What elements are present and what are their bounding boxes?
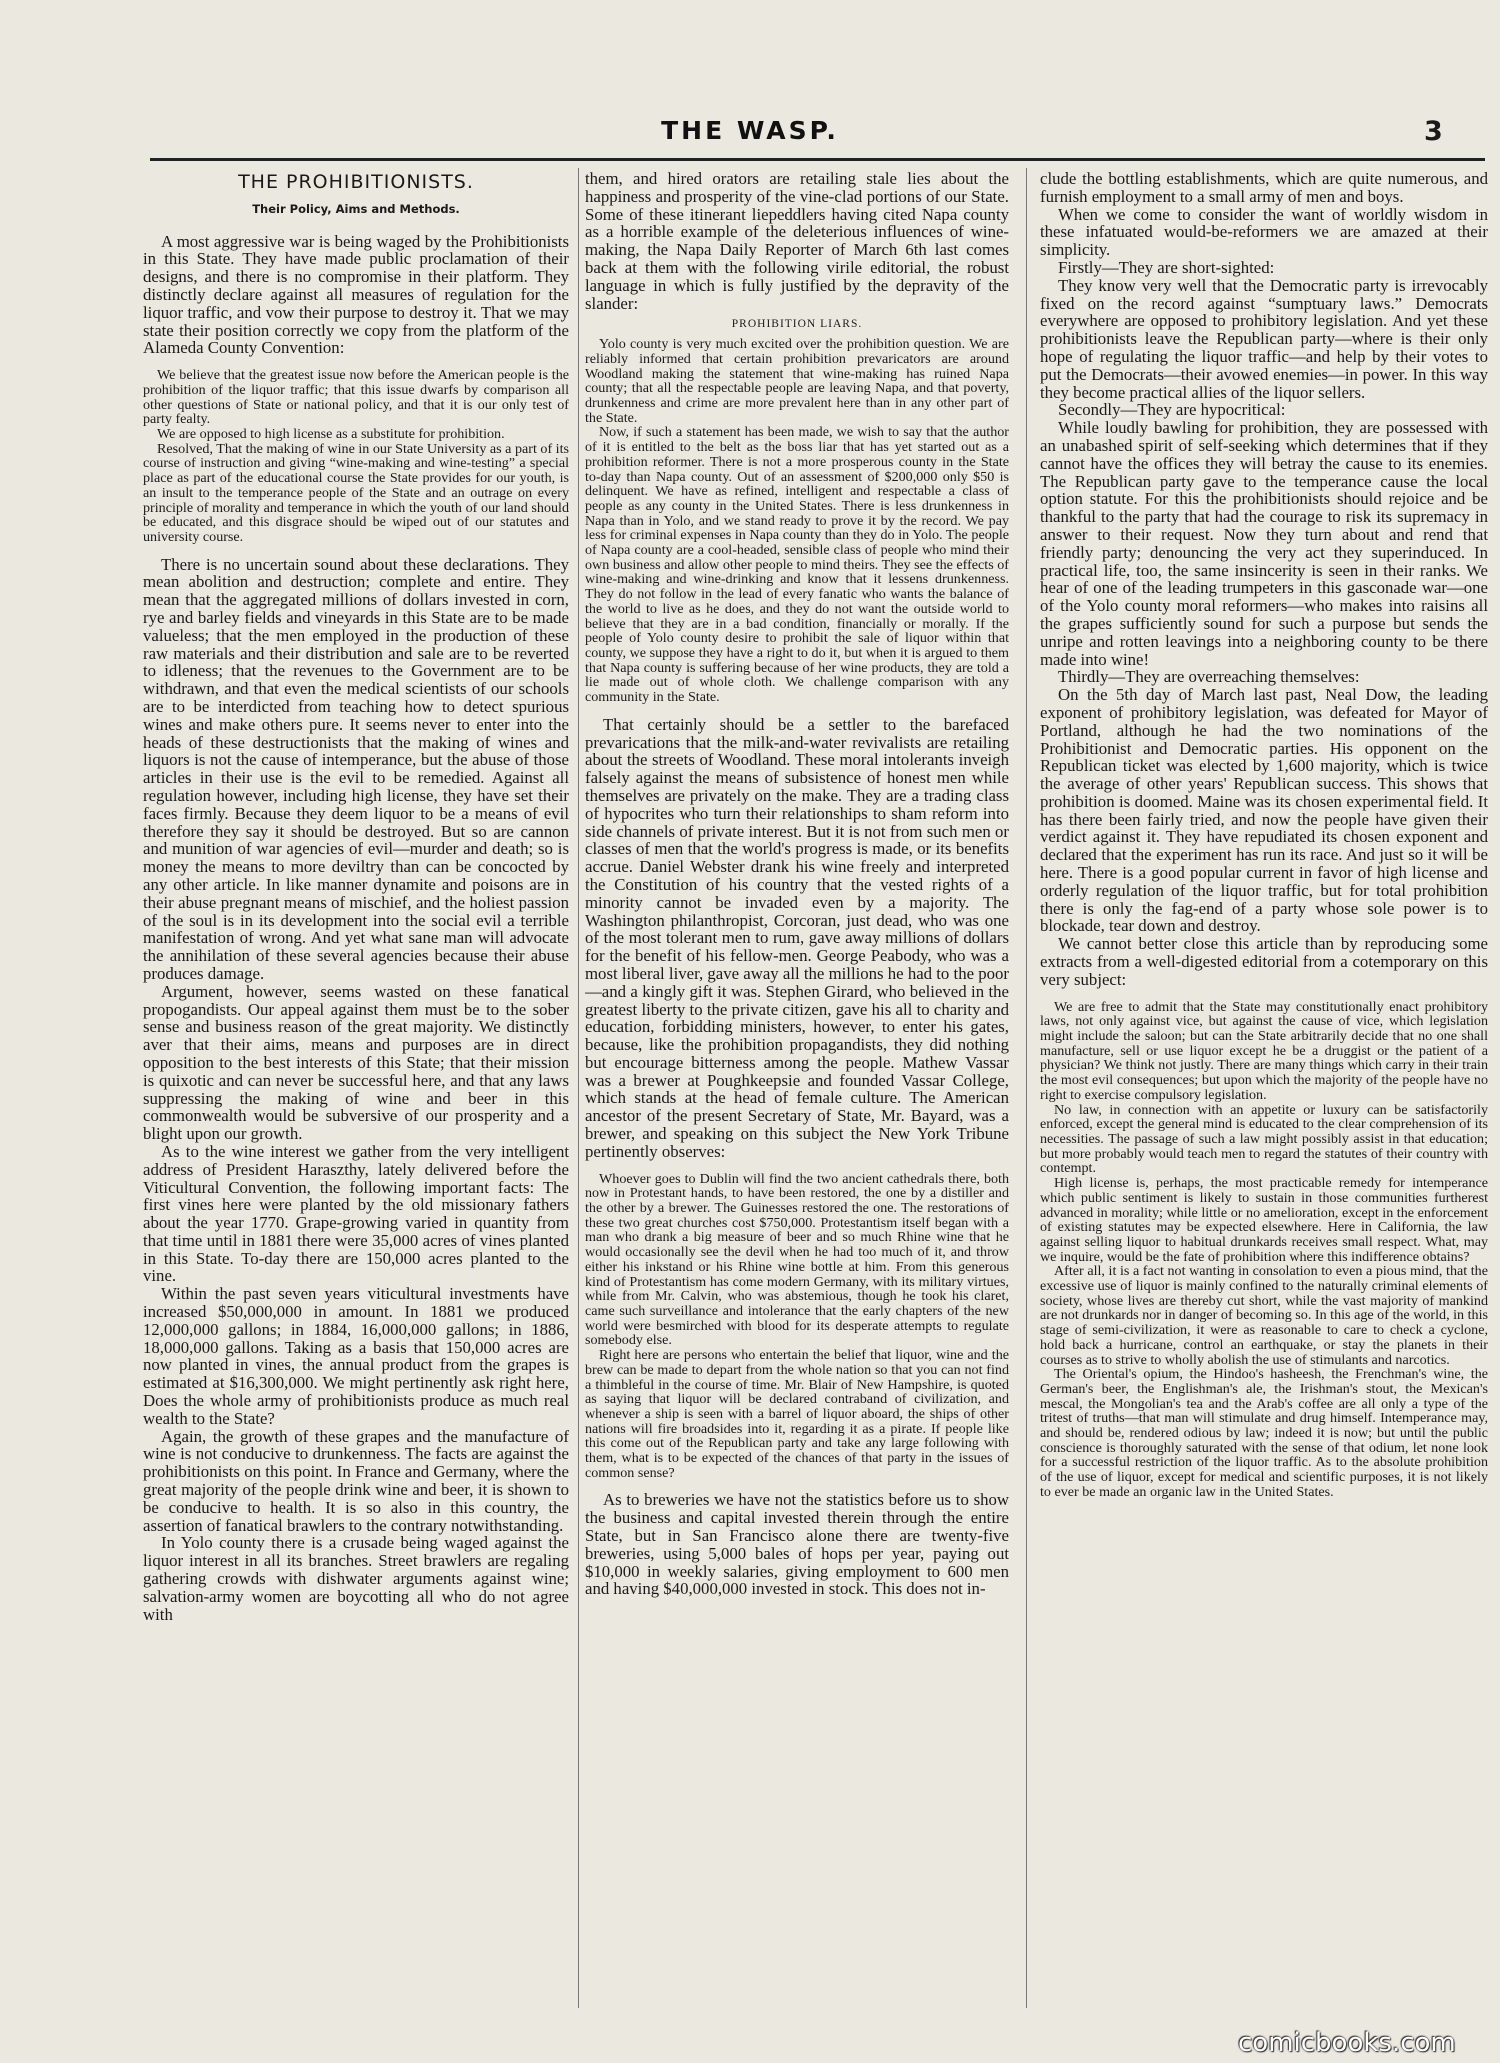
paragraph: While loudly bawling for prohibition, they are possessed with an unabashed spirit of self-seeking which determines that if they cannot have the offices they will betray the cause to its enemies. The Republican party gave to the temperance cause the local option statute. For this the prohibitionists should rejoice and be thankful to the party that had the courage to risk its supremacy in answer to their request. Now they turn about and rend that friendly party; denouncing the very act they superinduced. In practical life, too, the same insincerity is seen in their ranks. We hear of one of the leading trumpeters in this gasconade war—one of the Yolo county moral reformers—who makes into raisins all the grapes sufficiently sound for such a purpose but sends the unripe and rotten leavings into a neighboring county to be there made into wine!: [1040, 418, 1488, 669]
column-3-text: [1040, 170, 1488, 1500]
quoted-paragraph: The Oriental's opium, the Hindoo's hasheesh, the Frenchman's wine, the German's beer, the Englishman's ale, the Irishman's stout, the Mexican's mescal, the Mongolian's tea and the Arab's coffee are all only a type of the tritest of truths—that man will stimulate and drug himself. Intemperance may, and should be, rendered odious by law; indeed it is now; but until the public conscience is thoroughly saturated with the sense of that odium, let none look for a successful restriction of the liquor traffic. As to the absolute prohibition of the use of liquor, except for medical and scientific purposes, it is not likely to ever be made an organic law in the United States.: [1040, 1366, 1488, 1500]
paragraph: Thirdly—They are overreaching themselves:: [1058, 667, 1360, 687]
masthead-title: THE WASP.: [661, 116, 839, 145]
quote-heading: PROHIBITION LIARS.: [731, 318, 863, 331]
column-1-text: [143, 233, 569, 1624]
paragraph: A most aggressive war is being waged by the Prohibitionists in this State. They have made public proclamation of their designs, and there is no compromise in their platform. They distinctly declare against all measures of regulation for the liquor traffic, and vow their purpose to destroy it. That we may state their position correctly we copy from the platform of the Alameda County Convention:: [143, 231, 569, 358]
paragraph: On the 5th day of March last past, Neal Dow, the leading exponent of prohibitory legislation, was defeated for Mayor of Portland, although he had the two nominations of the Prohibitionist and Democratic parties. His opponent on the Republican ticket was elected by 1,600 majority, which is twice the average of other years' Republican success. This shows that prohibition is doomed. Maine was its chosen experimental field. It has there been fairly tried, and now the people have given their verdict against it. They have repudiated its chosen exponent and declared that the experiment has run its race. And just so it will be here. There is a good popular current in favor of high license and orderly regulation of the liquor traffic, but for total prohibition there is only the fag-end of a party whose sole power is to blockade, tear down and destroy.: [1040, 685, 1488, 936]
paragraph: Argument, however, seems wasted on these fanatical propogandists. Our appeal against them must be to the sober sense and business reason of the great majority. We distinctly aver that their aims, means and purposes are in direct opposition to the best interests of this State; that their mission is quixotic and can never be successful here, and that any laws suppressing the making of wine and beer in this commonwealth would be subversive of our prosperity and a blight upon our growth.: [143, 981, 569, 1144]
paragraph: Again, the growth of these grapes and the manufacture of wine is not conducive to drunkenness. The facts are against the prohibitionists on this point. In France and Germany, where the great majority of the people drink wine and beer, it is shown to be conducive to health. It is so also in this country, the assertion of fanatical brawlers to the contrary notwithstanding.: [143, 1426, 569, 1535]
paragraph: clude the bottling establishments, which are quite numerous, and furnish employment to a small army of men and boys.: [1040, 170, 1488, 206]
article-column-1: [143, 170, 569, 2008]
quoted-paragraph: Yolo county is very much excited over the prohibition question. We are reliably informed that certain prohibition prevaricators are around Woodland making the statement that wine-making has ruined Napa county; that all the respectable people are leaving Napa, and that poverty, drunkenness and crime are more prevalent here than in any other part of the State.: [585, 336, 1009, 426]
paragraph: Within the past seven years viticultural investments have increased $50,000,000 in amount. In 1881 we produced 12,000,000 gallons; in 1884, 16,000,000 gallons; in 1886, 18,000,000 gallons. Taking as a basis that 150,000 acres are now planted in vines, the annual product from the grapes is estimated at $16,300,000. We might pertinently ask right here, Does the whole army of prohibitionists produce as much real wealth to the State?: [143, 1284, 569, 1428]
paragraph-gap: [143, 545, 569, 556]
column-divider: [578, 168, 579, 2008]
paragraph: them, and hired orators are retailing stale lies about the happiness and prosperity of the vine-clad portions of our State. Some of these itinerant liepeddlers having cited Napa county as a horrible example of the deleterious influences of wine-making, the Napa Daily Reporter of March 6th last comes back at them with the following virile editorial, the robust language in which is fully justified by the depravity of the slander:: [585, 170, 1009, 313]
quoted-paragraph: High license is, perhaps, the most practicable remedy for intemperance which public sentiment is likely to sustain in those communities furtherest advanced in morality; while little or no amelioration, except in the enforcement of existing statutes may be expected elsewhere. Here in California, the law against selling liquor to habitual drunkards receives small respect. What, may we inquire, would be the fate of prohibition where this indifference obtains?: [1040, 1175, 1488, 1265]
paragraph-gap: [1040, 989, 1488, 1000]
paragraph: When we come to consider the want of worldly wisdom in these infatuated would-be-reformers we are amazed at their simplicity.: [1040, 204, 1488, 260]
quoted-paragraph: We are opposed to high license as a substitute for prohibition.: [157, 425, 505, 442]
column-2-text: [585, 170, 1009, 1598]
article-column-3: [1040, 170, 1488, 2008]
article-subheading: Their Policy, Aims and Methods.: [252, 201, 460, 216]
article-column-2: [585, 170, 1009, 2008]
quoted-paragraph: Right here are persons who entertain the belief that liquor, wine and the brew can be made to depart from the whole nation so that you can not find a thimbleful in the course of time. Mr. Blair of New Hampshire, is quoted as saying that liquor will be declared contraband of civilization, and whenever a ship is seen with a barrel of liquor aboard, the ships of other nations will fire broadsides into it, regarding it as a pirate. If people like this come out of the Republican party and take any large following with them, what is to be expected of the chances of that party in the issues of common sense?: [585, 1347, 1009, 1481]
quoted-paragraph: After all, it is a fact not wanting in consolation to even a pious mind, that the excessive use of liquor is mainly confined to the naturally criminal elements of society, whose lives are thereby cut short, while the vast majority of mankind are not drunkards nor in danger of becoming so. In this age of the world, in this stage of semi-civilization, it were as reasonable to care to check a cyclone, hold back a hurricane, control an earthquake, or stay the planets in their courses as to strive to wholly abolish the use of stimulants and narcotics.: [1040, 1263, 1488, 1368]
quoted-paragraph: We believe that the greatest issue now before the American people is the prohibition of the liquor traffic; that this issue dwarfs by comparison all other questions of State or national policy, and that it is our only test of party fealty.: [143, 367, 569, 428]
watermark-logo: comicbooks.com: [1238, 2028, 1456, 2058]
paragraph: Secondly—They are hypocritical:: [1058, 400, 1286, 420]
paragraph: That certainly should be a settler to the barefaced prevarications that the milk-and-water revivalists are retailing about the streets of Woodland. These moral intolerants inveigh falsely against the means of subsistence of honest men while themselves are privately on the make. They are a trading class of hypocrites who turn their relationships to sham reform into side channels of private interest. But it is not from such men or classes of men that the world's progress is made, or its benefits accrue. Daniel Webster drank his wine freely and interpreted the Constitution of his country that the vested rights of a minority cannot be invaded even by a majority. The Washington philanthropist, Corcoran, just dead, who was one of the most tolerant men to rum, gave away millions of dollars for the benefit of his fellow-men. George Peabody, who was a most liberal liver, gave away all the millions he had to the poor—and a kingly gift it was. Stephen Girard, who believed in the greatest liberty to the private citizen, gave his all to charity and education, forbidding ministers, however, to enter his gates, because, like the prohibition propagandists, they did nothing but encourage bitterness among the people. Mathew Vassar was a brewer at Poughkeepsie and founded Vassar College, which stands at the head of female culture. The American ancestor of the present Secretary of State, Mr. Bayard, was a brewer, and speaking on this subject the New York Tribune pertinently observes:: [585, 714, 1009, 1161]
paragraph: In Yolo county there is a crusade being waged against the liquor interest in all its branches. Street brawlers are regaling gathering crowds with dishwater arguments against wine; salvation-army women are boycotting all who do not agree with: [143, 1533, 569, 1624]
quoted-paragraph: Resolved, That the making of wine in our State University as a part of its course of instruction and giving “wine-making and wine-testing” a special place as part of the educational course the State provides for our youth, is an insult to the temperance people of the State and an outrage on every principle of morality and temperance in which the youth of our land should be educated, and this disgrace should be wiped out of our statutes and university course.: [143, 440, 569, 545]
paragraph: As to breweries we have not the statistics before us to show the business and capital invested therein through the entire State, but in San Francisco alone there are twenty-five breweries, using 5,000 bales of hops per year, paying out $10,000 in weekly salaries, giving employment to 600 men and having $40,000,000 invested in stock. This does not in-: [585, 1490, 1009, 1599]
article-heading: THE PROHIBITIONISTS.: [238, 171, 474, 193]
quoted-paragraph: No law, in connection with an appetite or luxury can be satisfactorily enforced, except the general mind is educated to the clear comprehension of its necessities. The passage of such a law might possibly assist in that education; but more probably would teach men to regard the statutes of their country with contempt.: [1040, 1101, 1488, 1177]
quoted-paragraph: Now, if such a statement has been made, we wish to say that the author of it is entitled to the belt as the boss liar that has yet started out as a prohibition reformer. There is not a more prosperous county in the State to-day than Napa county. Out of an assessment of $200,000 only $50 is delinquent. We have as refined, intelligent and respectable a class of people as any county in the United States. There is less drunkenness in Napa than in Yolo, and we stand ready to prove it by the record. We pay less for criminal expenses in Napa county than they do in Yolo. The people of Napa county are a cool-headed, sensible class of people who mind their own business and allow other people to mind theirs. They see the effects of wine-making and wine-drinking and know that it lessens drunkenness. They do not follow in the lead of every fanatic who wants the balance of the world to live as he does, and they do not want the outside world to believe that they are in a bad condition, financially or morally. If the people of Yolo county desire to prohibit the sale of liquor within that county, we suppose they have a right to do it, but when it is argued to them that Napa county is suffering because of her wine products, they are told a lie made out of whole cloth. We challenge comparison with any community in the State.: [585, 424, 1009, 706]
paragraph: As to the wine interest we gather from the very intelligent address of President Haraszthy, lately delivered before the Viticultural Convention, the following important facts: The first vines here were planted by the old missionary fathers about the year 1770. Grape-growing varied in quantity from that time until in 1881 there were 35,000 acres of vines planted in this State. To-day there are 150,000 acres planted to the vine.: [143, 1141, 569, 1286]
header-rule: [150, 158, 1485, 161]
paragraph: We cannot better close this article than by reproducing some extracts from a well-digested editorial from a cotemporary on this very subject:: [1040, 934, 1488, 989]
column-divider: [1026, 168, 1027, 2008]
paragraph: Firstly—They are short-sighted:: [1058, 257, 1275, 277]
quoted-paragraph: Whoever goes to Dublin will find the two ancient cathedrals there, both now in Protestant hands, to have been restored, the one by a distiller and the other by a brewer. The Guinesses restored the one. The restorations of these two great churches cost $750,000. Protestantism itself began with a man who drank a big measure of beer and so much Rhine wine that he would occasionally see the devil when he had too much of it, and throw either his inkstand or his Rhine wine bottle at him. From this generous kind of Protestantism has come modern Germany, with its military virtues, while from Mr. Calvin, who was abstemious, though he took his claret, came such surveillance and intolerance that the early chapters of the new world were besmirched with blood for its desperate attempts to regulate somebody else.: [585, 1170, 1009, 1349]
quoted-paragraph: We are free to admit that the State may constitutionally enact prohibitory laws, not only against vice, but against the cause of vice, which legislation might include the saloon; but can the State arbitrarily decide that no one shall manufacture, sell or use liquor except he be a druggist or the patient of a physician? We think not justly. There are many things which carry in their train the most evil consequences; but upon which the majority of the people have no right to exercise compulsory legislation.: [1040, 998, 1488, 1103]
page-number: 3: [1424, 116, 1443, 147]
paragraph: They know very well that the Democratic party is irrevocably fixed on the record against “sumptuary laws.” Democrats everywhere are opposed to prohibitory legislation. And yet these prohibitionists leave the Republican party—where is their only hope of regulating the liquor traffic—and help by their votes to put the Democrats—their avowed enemies—in power. In this way they become practical allies of the liquor sellers.: [1040, 275, 1488, 402]
paragraph: There is no uncertain sound about these declarations. They mean abolition and destruction; complete and entire. They mean that the aggregated millions of dollars invested in corn, rye and barley fields and vineyards in this State are to be made valueless; that the men employed in the production of these raw materials and their distribution and sale are to be reverted to idleness; that the revenues to the Government are to be withdrawn, and that even the medical scientists of our schools are to be interdicted from teaching how to detect spurious wines and make others pure. It seems never to enter into the heads of these destructionists that the making of wines and liquors is not the cause of intemperance, but the abuse of those articles in their use is the evil to be remedied. Against all regulation however, including high license, they have set their faces firmly. Because they deem liquor to be a means of evil therefore they say it should be destroyed. But so are cannon and munition of war agencies of evil—murder and death; so is money the means to more deviltry than can be concocted by any other article. In like manner dynamite and poisons are in their abuse pregnant means of mischief, and the holiest passion of the soul is in its development into the social evil a terrible manifestation of wrong. And yet what sane man will advocate the annihilation of these several agencies because their abuse produces damage.: [143, 554, 569, 983]
